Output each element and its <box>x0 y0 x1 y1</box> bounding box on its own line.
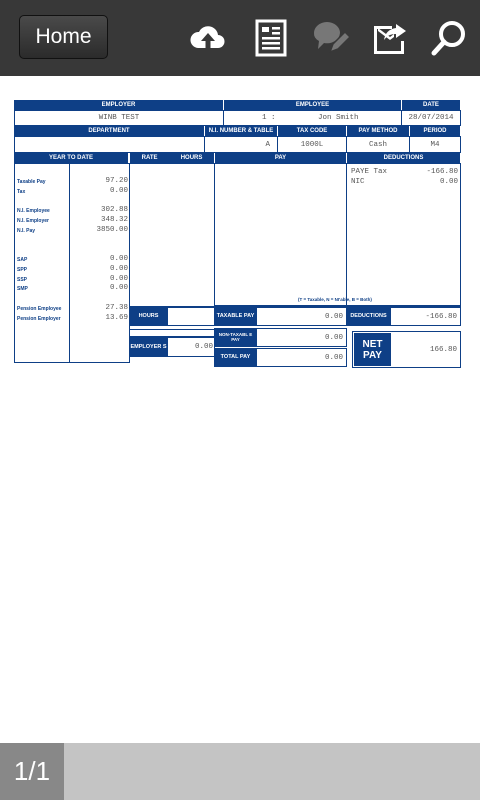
hours-label: HOURS <box>129 307 168 326</box>
payslip <box>0 76 480 396</box>
document-viewer[interactable] <box>0 76 480 743</box>
total-pay-label: TOTAL PAY <box>214 348 257 367</box>
employers-label: EMPLOYER S <box>129 337 168 357</box>
employee-name: Jon Smith <box>318 114 359 122</box>
ytd-label: N.I. Employee <box>17 208 50 214</box>
ytd-label: Taxable Pay <box>17 179 46 185</box>
employer-name: WINB TEST <box>98 114 140 122</box>
deduction-label: NIC <box>351 178 365 186</box>
non-taxable-pay-value: 0.00 <box>324 334 343 342</box>
home-button[interactable]: Home <box>19 15 108 59</box>
ytd-value: 348.32 <box>100 216 128 224</box>
pay-header: PAY <box>215 153 346 163</box>
tax-code-value: 1000L <box>300 141 324 149</box>
ytd-label: SPP <box>17 267 28 273</box>
ytd-label: Tax <box>17 189 26 195</box>
ytd-value: 3850.00 <box>96 226 128 234</box>
deduction-value: 0.00 <box>439 178 458 186</box>
pay-panel <box>214 163 347 307</box>
deductions-total-label: DEDUCTIONS <box>346 307 391 326</box>
ytd-label: SSP <box>17 277 28 283</box>
deductions-total-value: -166.80 <box>425 313 457 321</box>
ytd-value: 0.00 <box>109 255 128 263</box>
employee-cell <box>223 110 402 126</box>
pay-panel-bottom <box>214 305 460 306</box>
taxable-pay-value: 0.00 <box>324 313 343 321</box>
ytd-value: 0.00 <box>109 187 128 195</box>
pay-method-value: Cash <box>368 141 387 149</box>
period-value: M4 <box>430 141 440 149</box>
page-indicator[interactable]: 1/1 <box>0 743 64 800</box>
pay-date: 28/07/2014 <box>408 114 454 122</box>
ni-number-header: N.I. NUMBER & TABLE <box>205 126 277 136</box>
employer-header: EMPLOYER <box>14 100 223 110</box>
deductions-header: DEDUCTIONS <box>347 153 460 163</box>
hours-cell <box>167 307 215 326</box>
ytd-label: Pension Employee <box>17 306 62 312</box>
employers-value: 0.00 <box>194 343 213 351</box>
ytd-value: 0.00 <box>109 265 128 273</box>
share-icon[interactable] <box>370 18 410 58</box>
annotate-icon[interactable] <box>310 18 350 58</box>
ytd-value: 302.88 <box>100 206 128 214</box>
ytd-value: 13.69 <box>105 314 128 322</box>
ytd-value: 0.00 <box>109 284 128 292</box>
taxable-pay-label: TAXABLE PAY <box>214 307 257 326</box>
cloud-upload-icon[interactable] <box>188 18 228 58</box>
rate-hours-panel <box>129 163 215 307</box>
net-pay-value: 166.80 <box>429 346 457 354</box>
net-pay-label: NET PAY <box>354 333 391 366</box>
pay-method-header: PAY METHOD <box>347 126 409 136</box>
ytd-label: Pension Employer <box>17 316 61 322</box>
search-icon[interactable] <box>429 18 469 58</box>
hours-header: HOURS <box>180 155 203 161</box>
rate-header: RATE <box>141 155 158 161</box>
department-header: DEPARTMENT <box>14 126 204 136</box>
ytd-label: SMP <box>17 286 28 292</box>
ni-table-value: A <box>265 141 270 149</box>
employee-header: EMPLOYEE <box>224 100 401 110</box>
non-taxable-pay-label: NON-TAXABL E PAY <box>214 328 257 347</box>
ytd-label: N.I. Employer <box>17 218 49 224</box>
department-cell <box>14 136 205 153</box>
ytd-value: 27.38 <box>105 304 128 312</box>
taxable-note: (T = Taxable, N = NI'able, B = Both) <box>298 297 372 302</box>
total-pay-value: 0.00 <box>324 354 343 362</box>
deduction-label: PAYE Tax <box>351 168 388 176</box>
employers-top-cell <box>129 329 215 337</box>
date-header: DATE <box>402 100 460 110</box>
ytd-value: 0.00 <box>109 275 128 283</box>
employee-id: 1 : <box>262 114 276 122</box>
period-header: PERIOD <box>410 126 460 136</box>
deduction-value: -166.80 <box>426 168 458 176</box>
tax-code-header: TAX CODE <box>278 126 346 136</box>
ytd-label: N.I. Pay <box>17 228 36 234</box>
top-toolbar <box>0 0 480 76</box>
document-icon[interactable] <box>251 18 291 58</box>
bottom-bar <box>0 743 480 800</box>
ytd-header: YEAR TO DATE <box>14 153 128 163</box>
ytd-value: 97.20 <box>105 177 128 185</box>
rate-hours-header <box>130 153 214 163</box>
ytd-label: SAP <box>17 257 28 263</box>
